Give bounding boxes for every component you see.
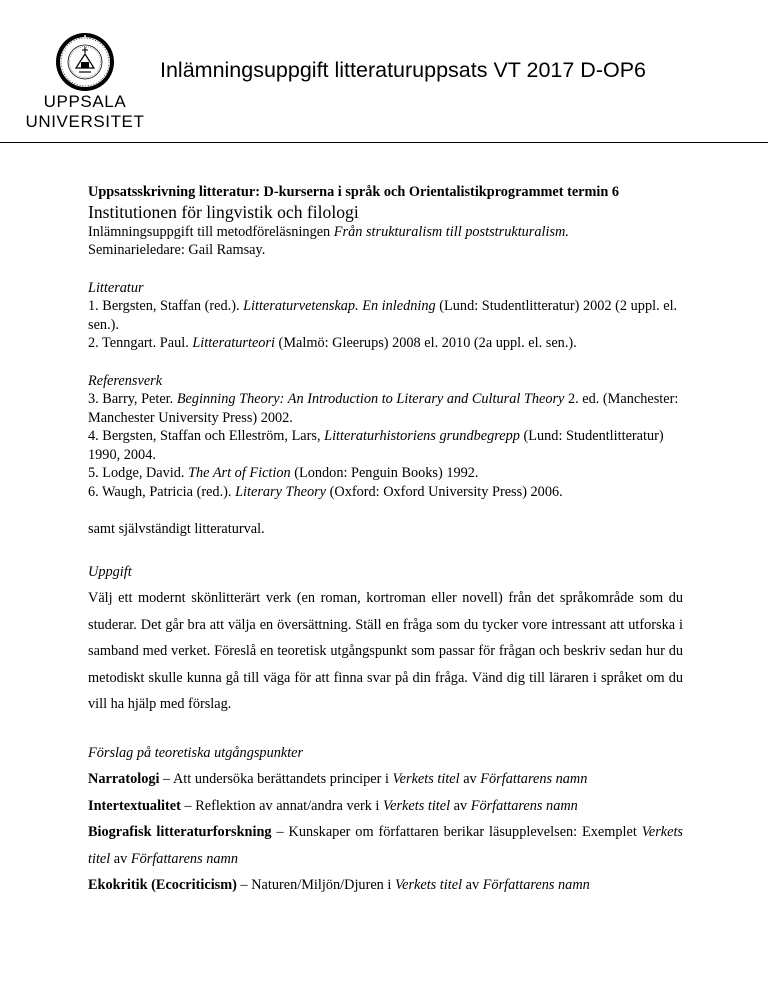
work-title-placeholder: Verkets titel [394,877,463,893]
by-word: av [462,877,483,893]
header-divider [0,142,768,143]
reference-note: samt självständigt litteraturval. [88,521,265,537]
suggestions-heading: Förslag på teoretiska utgångspunkter [88,744,304,761]
item-title: Litteraturvetenskap. En inledning [243,298,436,314]
author-placeholder: Författarens namn [130,850,238,867]
reference-section [88,372,683,502]
task-heading: Uppgift [88,563,132,580]
item-author: 4. Bergsten, Staffan och Elleström, Lars, [88,428,325,444]
suggestion-term: Biografisk litteraturforskning [88,824,272,840]
item-title: The Art of Fiction [188,465,291,481]
reference-item [88,464,683,483]
document-body [88,183,683,899]
suggestion-item [88,872,683,899]
self-selection-note [88,520,683,539]
item-author: 3. Barry, Peter. [88,391,177,407]
suggestion-item [88,793,683,820]
item-publication: (Oxford: Oxford University Press) 2006. [326,483,563,500]
item-author: 1. Bergsten, Staffan (red.). [88,298,244,314]
item-publication: (Malmö: Gleerups) 2008 el. 2010 (2a uppl. el. sen.). [274,335,577,351]
suggestion-item [88,819,683,872]
suggestion-term: Narratologi [88,771,160,787]
suggestion-item [88,766,683,793]
item-publication: 2. ed. (Manchester: Manchester University Press) 2002. [88,391,679,426]
suggestion-term: Intertextualitet [88,797,181,814]
university-seal-logo [55,32,115,92]
item-publication: (Lund: Studentlitteratur) 2002 (2 uppl. el. sen.). [88,298,678,333]
page-header [0,0,768,143]
assignment-line [88,223,683,242]
author-placeholder: Författarens namn [482,877,590,893]
literature-item [88,334,683,353]
item-author: 2. Tenngart. Paul. [88,335,193,351]
suggestion-description: – Att undersöka berättandets principer i [159,771,393,787]
literature-item [88,297,683,334]
suggestions-section [88,740,683,899]
work-title-placeholder: Verkets titel [88,824,683,867]
suggestion-description: – Kunskaper om författaren berikar läsupplevelsen: Exemplet [271,824,642,840]
reference-item [88,390,683,427]
author-placeholder: Författarens namn [480,771,588,787]
assignment-prefix: Inlämningsuppgift till metodföreläsningen [88,223,334,240]
item-author: 6. Waugh, Patricia (red.). [88,483,236,500]
work-title-placeholder: Verkets titel [392,771,460,787]
by-word: av [459,771,481,787]
university-wordmark [20,92,150,132]
reference-item [88,483,683,502]
literature-heading: Litteratur [88,279,144,296]
task-body: Välj ett modernt skönlitterärt verk (en roman, kortroman eller novell) från det språkområde som du studerar. Det går bra att välja en översättning. Ställ en fråga som du tycker vore intressant att utforska i samband med verket. Föreslå en teoretisk utgångspunkt som passar för frågan och beskriv sedan hur du metodiskt skulle kunna gå till väga för att finna svar på din fråga. Vänd dig till läraren i språket om du vill ha hjälp med förslag. [88,590,683,712]
item-title: Litteraturteori [192,335,275,351]
by-word: av [450,797,471,814]
item-author: 5. Lodge, David. [88,465,189,481]
university-name-line2: UNIVERSITET [25,112,145,131]
author-placeholder: Författarens namn [470,797,578,814]
item-title: Literary Theory [235,483,327,500]
lecture-title: Från strukturalism till poststrukturalism. [333,223,569,240]
task-section [88,563,683,718]
university-name-line1: UPPSALA [43,92,127,111]
page-title: Inlämningsuppgift litteraturuppsats VT 2017 D-OP6 [160,58,647,82]
item-title: Beginning Theory: An Introduction to Literary and Cultural Theory [176,391,565,407]
department-name: Institutionen för lingvistik och filologi [88,201,359,222]
seminar-leader: Seminarieledare: Gail Ramsay. [88,242,266,258]
reference-heading: Referensverk [88,372,163,389]
work-title-placeholder: Verkets titel [382,797,451,814]
course-title: Uppsatsskrivning litteratur: D-kurserna i språk och Orientalistikprogrammet termin 6 [88,184,620,200]
literature-section [88,279,683,353]
suggestion-description: – Reflektion av annat/andra verk i [180,797,383,814]
item-title: Litteraturhistoriens grundbegrepp [324,428,520,444]
suggestion-description: – Naturen/Miljön/Djuren i [236,877,395,893]
reference-item [88,427,683,464]
by-word: av [110,850,131,867]
item-publication: (London: Penguin Books) 1992. [290,465,479,481]
item-publication: (Lund: Studentlitteratur) 1990, 2004. [88,428,664,463]
suggestion-term: Ekokritik (Ecocriticism) [88,877,237,893]
